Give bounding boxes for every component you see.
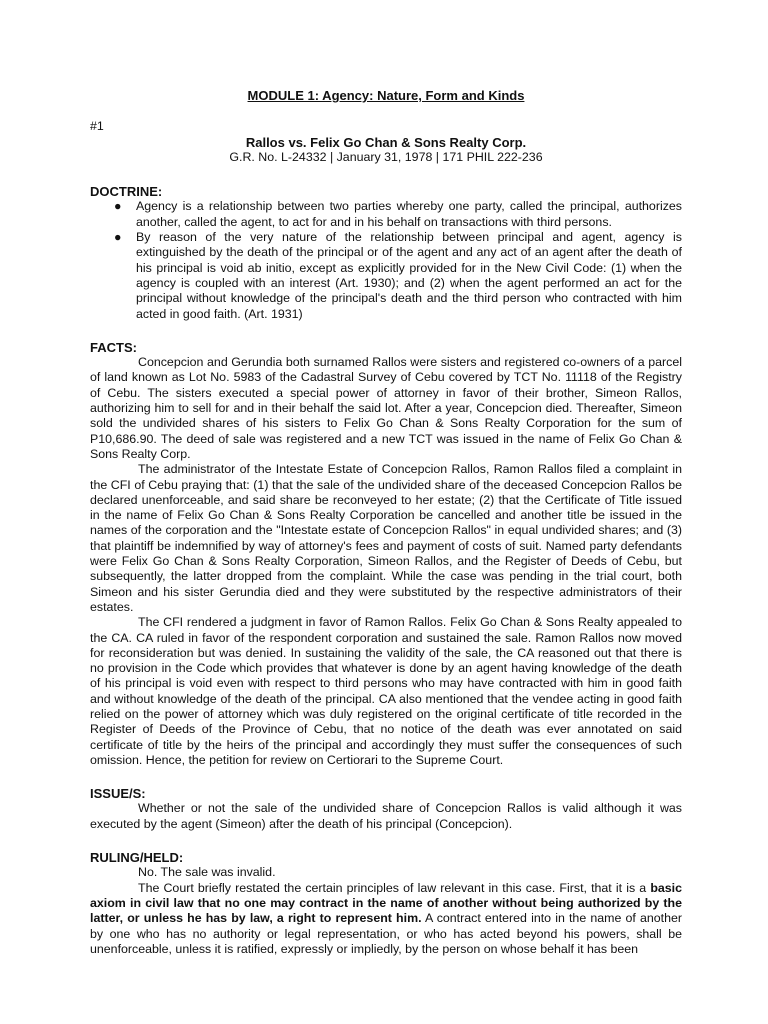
ruling-intro-text: The Court briefly restated the certain principles of law relevant in this case. First, that it is a: [138, 880, 651, 895]
doctrine-item-text: Agency is a relationship between two parties whereby one party, called the principal, authorizes another, called the agent, to act for and in his behalf on transactions with third persons.: [136, 199, 682, 229]
facts-paragraph: The administrator of the Intestate Estate of Concepcion Rallos, Ramon Rallos filed a complaint in the CFI of Cebu praying that: (1) that the sale of the undivided share of the deceased Concepcion Rallos be declared unenforceable, and said share be reconveyed to her estate; (2) that the Certificate of Title issued in the name of Felix Go Chan & Sons Realty Corporation be cancelled and another title be issued in the names of the corporation and the "Intestate estate of Concepcion Rallos" in equal undivided shares; and (3) that plaintiff be indemnified by way of attorney's fees and payment of costs of suit. Named party defendants were Felix Go Chan & Sons Realty Corporation, Simeon Rallos, and the Register of Deeds of Cebu, but subsequently, the latter dropped from the complaint. While the case was pending in the trial court, both Simeon and his sister Gerundia died and they were substituted by the respective administrators of their estates.: [90, 462, 682, 614]
ruling-paragraph: [90, 881, 682, 957]
issue-text: Whether or not the sale of the undivided share of Concepcion Rallos is valid although it was executed by the agent (Simeon) after the death of his principal (Concepcion).: [90, 801, 682, 831]
doctrine-item-text: By reason of the very nature of the relationship between principal and agent, agency is extinguished by the death of the principal or of the agent and any act of an agent after the death of his principal is void ab initio, except as explicitly provided for in the New Civil Code: (1) when the agency is coupled with an interest (Art. 1930); and (2) when the agent performed an act for the principal without knowledge of the principal's death and the third person who contracted with him acted in good faith. (Art. 1931): [136, 230, 682, 321]
doctrine-item: [114, 199, 682, 230]
facts-paragraph: The CFI rendered a judgment in favor of Ramon Rallos. Felix Go Chan & Sons Realty appealed to the CA. CA ruled in favor of the respondent corporation and sustained the sale. Ramon Rallos now moved for reconsideration but was denied. In sustaining the validity of the sale, the CA reasoned out that there is no provision in the Code which provides that whatever is done by an agent having knowledge of the death of his principal is void even with respect to third persons who may have contracted with him in good faith and without knowledge of the death of the principal. CA also mentioned that the vendee acting in good faith relied on the power of attorney which was duly registered on the original certificate of title recorded in the Register of Deeds of the Province of Cebu, that no notice of the death was ever annotated on said certificate of title by the heirs of the principal and accordingly they must suffer the consequences of such omission. Hence, the petition for review on Certiorari to the Supreme Court.: [90, 615, 682, 767]
document-page: [90, 88, 682, 957]
ruling-bold-text: basic axiom in civil law that no one may contract in the name of another without being authorized by the latter, or unless he has by law, a right to represent him.: [90, 880, 682, 926]
facts-paragraph: Concepcion and Gerundia both surnamed Rallos were sisters and registered co-owners of a parcel of land known as Lot No. 5983 of the Cadastral Survey of Cebu covered by TCT No. 11118 of the Registry of Cebu. The sisters executed a special power of attorney in favor of their brother, Simeon Rallos, authorizing him to sell for and in their behalf the said lot. After a year, Concepcion died. Thereafter, Simeon sold the undivided shares of his sisters to Felix Go Chan & Sons Realty Corporation for the sum of P10,686.90. The deed of sale was registered and a new TCT was issued in the name of Felix Go Chan & Sons Realty Corp.: [90, 355, 682, 461]
bullet-icon: ●: [114, 230, 122, 245]
case-citation: G.R. No. L-24332 | January 31, 1978 | 171 PHIL 222-236: [229, 149, 543, 164]
doctrine-heading: DOCTRINE:: [90, 184, 163, 200]
ruling-first-line: No. The sale was invalid.: [138, 865, 276, 880]
case-number: #1: [90, 119, 104, 134]
ruling-rest-text: A contract entered into in the name of another by one who has no authority or legal representation, or who has acted beyond his powers, shall be unenforceable, unless it is ratified, expressly or impliedly, by the person on whose behalf it has been: [90, 911, 682, 956]
doctrine-list: [90, 199, 682, 321]
issues-heading: ISSUE/S:: [90, 786, 146, 802]
bullet-icon: ●: [114, 199, 122, 214]
facts-heading: FACTS:: [90, 339, 137, 355]
module-title: MODULE 1: Agency: Nature, Form and Kinds: [247, 88, 525, 103]
ruling-heading: RULING/HELD:: [90, 850, 184, 866]
doctrine-item: [114, 230, 682, 322]
case-title: Rallos vs. Felix Go Chan & Sons Realty Corp.: [245, 134, 527, 150]
